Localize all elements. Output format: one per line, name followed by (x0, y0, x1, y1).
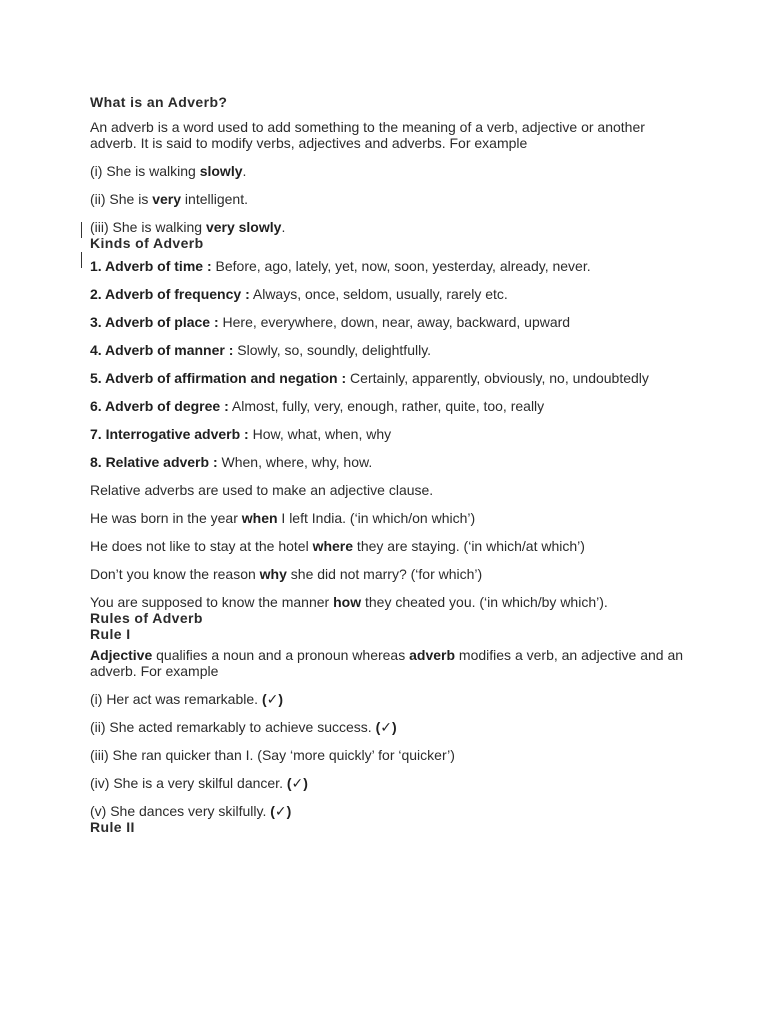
example-line (90, 191, 690, 207)
example-bold: slowly (199, 163, 243, 179)
kinds-list (90, 258, 690, 470)
kind-item (90, 370, 690, 386)
kind-text: How, what, when, why (248, 426, 392, 442)
example-text: . (281, 219, 286, 235)
kind-label: 2. Adverb of frequency : (90, 286, 250, 302)
example-text: I left India. (‘in which/on which’) (277, 510, 476, 526)
kind-text: Almost, fully, very, enough, rather, quite, too, really (228, 398, 545, 414)
kind-text: Certainly, apparently, obviously, no, undoubtedly (346, 370, 649, 386)
rule-example (90, 803, 690, 819)
example-line (90, 163, 690, 179)
kind-item (90, 454, 690, 470)
kind-label: 5. Adverb of affirmation and negation : (90, 370, 347, 386)
kind-item (90, 314, 690, 330)
example-bold: where (312, 538, 354, 554)
rule-example (90, 775, 690, 791)
kind-item (90, 426, 690, 442)
example-text: He does not like to stay at the hotel (90, 538, 313, 554)
check-mark-icon: (✓) (270, 803, 292, 819)
example-bold: why (259, 566, 287, 582)
kind-item (90, 258, 690, 274)
kind-text: When, where, why, how. (217, 454, 373, 470)
example-bold: when (241, 510, 278, 526)
example-line (90, 219, 690, 235)
kind-item (90, 286, 690, 302)
rule-text: modifies a verb, an adjective and an adverb. For example (90, 647, 684, 679)
intro-paragraph: An adverb is a word used to add something to the meaning of a verb, adjective or another adverb. It is said to modify verbs, adjectives and adverbs. For example (90, 119, 645, 151)
kind-label: 1. Adverb of time : (90, 258, 212, 274)
kind-item (90, 398, 690, 414)
example-text: they cheated you. (‘in which/by which’). (361, 594, 608, 610)
check-mark-icon: (✓) (261, 691, 283, 707)
example-text: (i) Her act was remarkable. (90, 691, 262, 707)
rule-text: qualifies a noun and a pronoun whereas (152, 647, 410, 663)
relative-intro: Relative adverbs are used to make an adjective clause. (90, 482, 434, 498)
kinds-heading: Kinds of Adverb (90, 235, 204, 251)
rule-bold-term: adverb (409, 647, 456, 663)
example-text: You are supposed to know the manner (90, 594, 334, 610)
rule-2-heading: Rule II (90, 819, 135, 835)
kind-item (90, 342, 690, 358)
example-text: Don’t you know the reason (90, 566, 260, 582)
kind-text: Slowly, so, soundly, delightfully. (233, 342, 432, 358)
rule-example (90, 719, 690, 735)
kind-label: 6. Adverb of degree : (90, 398, 229, 414)
kind-label: 4. Adverb of manner : (90, 342, 234, 358)
text-cursor (81, 222, 82, 238)
kind-label: 8. Relative adverb : (90, 454, 218, 470)
example-text: (ii) She acted remarkably to achieve success. (90, 719, 376, 735)
kind-label: 7. Interrogative adverb : (90, 426, 249, 442)
check-mark-icon: (✓) (286, 775, 308, 791)
example-text: (iii) She is walking (90, 219, 206, 235)
example-text: . (242, 163, 247, 179)
relative-example (90, 510, 690, 526)
relative-example (90, 566, 690, 582)
kind-text: Before, ago, lately, yet, now, soon, yesterday, already, never. (211, 258, 591, 274)
example-text: (iii) She ran quicker than I. (Say ‘more quickly’ for ‘quicker’) (90, 747, 455, 763)
document-content (90, 94, 690, 835)
example-text: intelligent. (181, 191, 248, 207)
example-text: she did not marry? (‘for which’) (286, 566, 483, 582)
example-text: (iv) She is a very skilful dancer. (90, 775, 287, 791)
example-bold: very (152, 191, 182, 207)
rule-1-body (90, 647, 690, 679)
example-text: He was born in the year (90, 510, 242, 526)
example-text: (v) She dances very skilfully. (90, 803, 271, 819)
kind-text: Always, once, seldom, usually, rarely etc. (249, 286, 508, 302)
relative-example (90, 594, 690, 610)
example-bold: very slowly (205, 219, 282, 235)
kind-text: Here, everywhere, down, near, away, backward, upward (218, 314, 571, 330)
example-text: they are staying. (‘in which/at which’) (353, 538, 585, 554)
rule-1-heading: Rule I (90, 626, 131, 642)
rules-heading: Rules of Adverb (90, 610, 203, 626)
rule-example (90, 747, 690, 763)
relative-example (90, 538, 690, 554)
example-text: (i) She is walking (90, 163, 200, 179)
section-title: What is an Adverb? (90, 94, 228, 110)
example-bold: how (333, 594, 362, 610)
check-mark-icon: (✓) (375, 719, 397, 735)
text-cursor (81, 252, 82, 268)
rule-example (90, 691, 690, 707)
rule-bold-term: Adjective (90, 647, 153, 663)
kind-label: 3. Adverb of place : (90, 314, 219, 330)
example-text: (ii) She is (90, 191, 153, 207)
